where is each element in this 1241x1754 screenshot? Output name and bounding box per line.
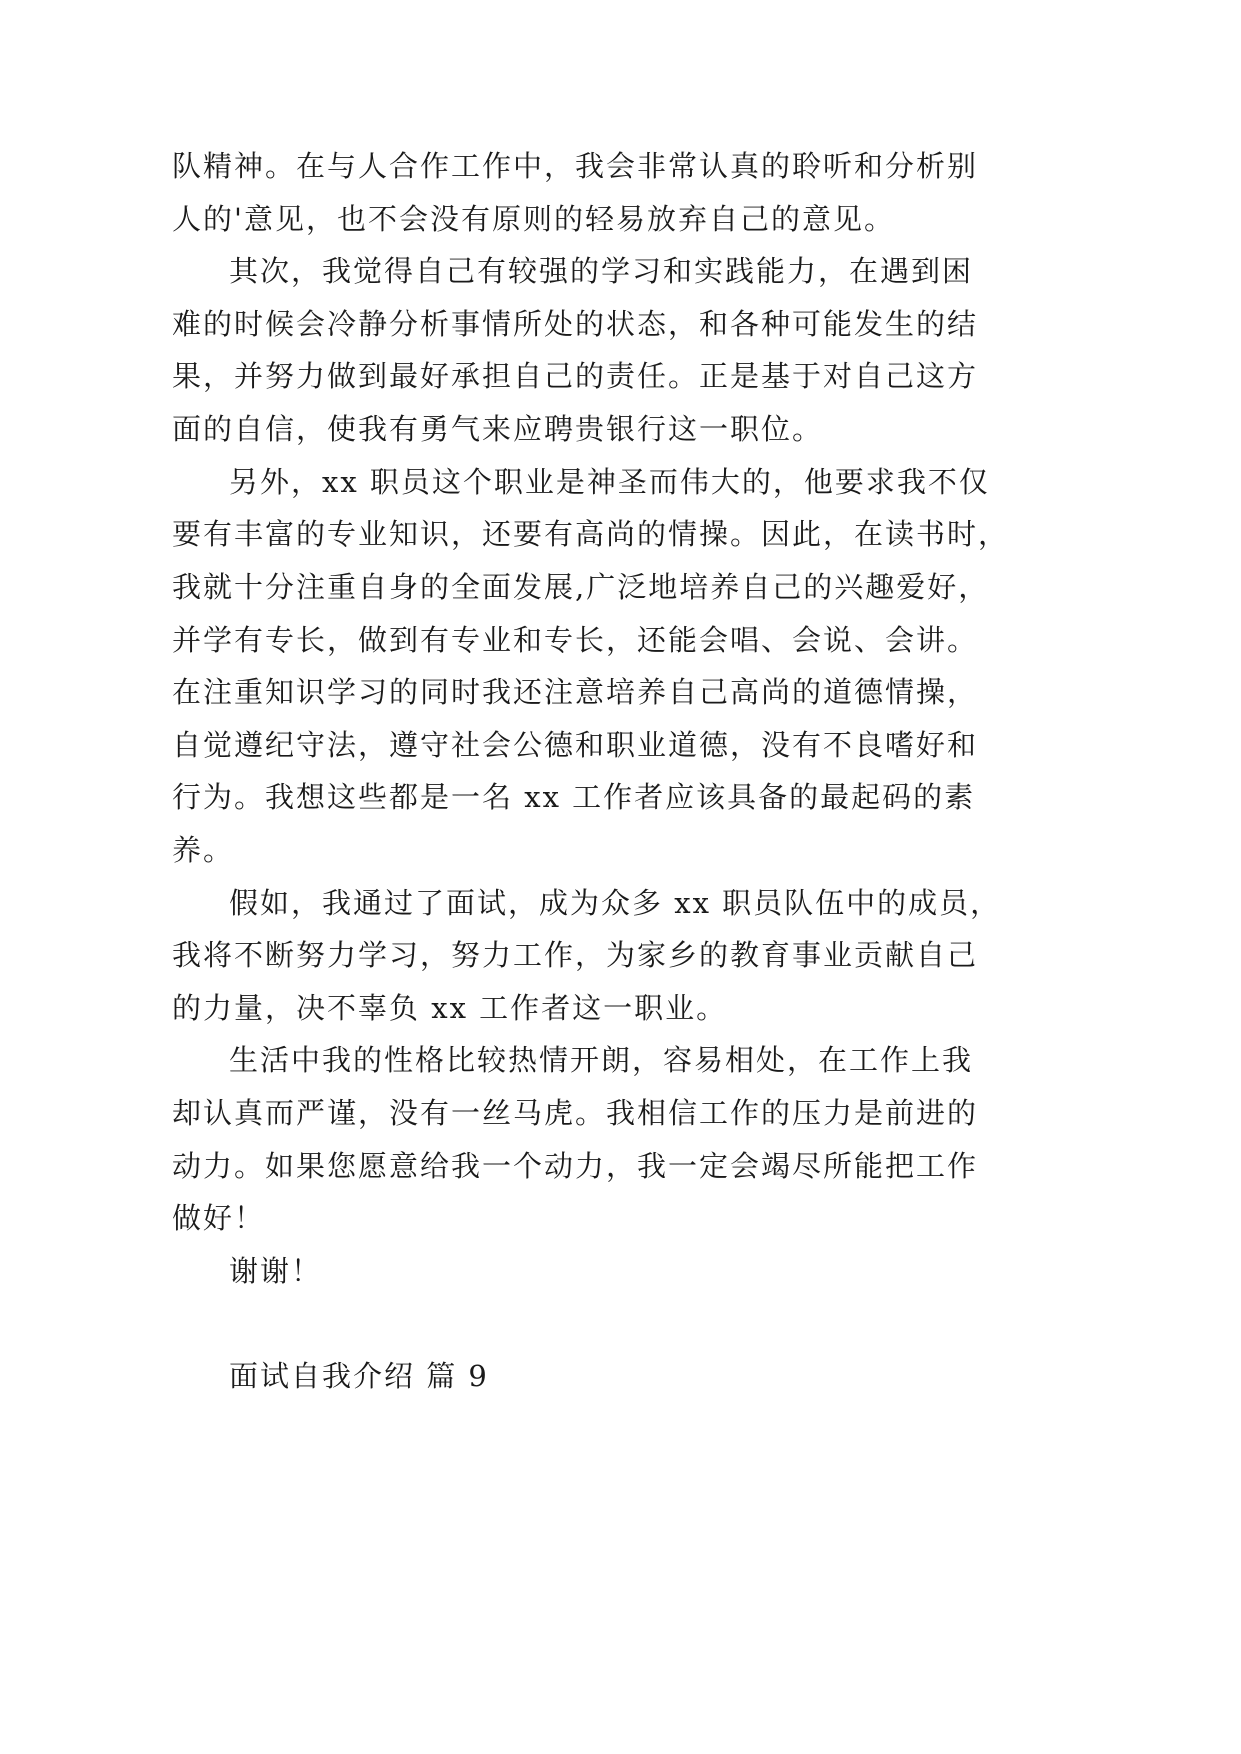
paragraph-line: 果，并努力做到最好承担自己的责任。正是基于对自己这方 (172, 359, 979, 393)
paragraph-line: 其次，我觉得自己有较强的学习和实践能力，在遇到困 (229, 254, 974, 288)
paragraph-line: 难的时候会冷静分析事情所处的状态，和各种可能发生的结 (172, 307, 979, 341)
paragraph-line: 我将不断努力学习，努力工作，为家乡的教育事业贡献自己 (172, 938, 979, 972)
paragraph-line: 人的'意见，也不会没有原则的轻易放弃自己的意见。 (172, 202, 895, 236)
paragraph-line: 自觉遵纪守法，遵守社会公德和职业道德，没有不良嗜好和 (172, 728, 979, 762)
paragraph-line: 要有丰富的专业知识，还要有高尚的情操。因此，在读书时， (172, 517, 1010, 551)
paragraph-line: 做好！ (172, 1201, 266, 1235)
paragraph-line: 谢谢！ (229, 1254, 323, 1288)
paragraph-line: 另外，xx 职员这个职业是神圣而伟大的，他要求我不仅 (229, 465, 990, 499)
paragraph-line: 队精神。在与人合作工作中，我会非常认真的聆听和分析别 (172, 149, 979, 183)
paragraph-line: 行为。我想这些都是一名 xx 工作者应该具备的最起码的素 (172, 780, 976, 814)
paragraph-line: 我就十分注重自身的全面发展,广泛地培养自己的兴趣爱好， (172, 570, 990, 604)
paragraph-line: 生活中我的性格比较热情开朗，容易相处，在工作上我 (229, 1043, 974, 1077)
paragraph-line: 并学有专长，做到有专业和专长，还能会唱、会说、会讲。 (172, 623, 979, 657)
paragraph-line: 动力。如果您愿意给我一个动力，我一定会竭尽所能把工作 (172, 1149, 979, 1183)
paragraph-line: 却认真而严谨，没有一丝马虎。我相信工作的压力是前进的 (172, 1096, 979, 1130)
paragraph-line: 养。 (172, 833, 235, 867)
paragraph-line: 假如，我通过了面试，成为众多 xx 职员队伍中的成员， (229, 886, 1002, 920)
paragraph-line: 在注重知识学习的同时我还注意培养自己高尚的道德情操， (172, 675, 979, 709)
paragraph-line: 面的自信，使我有勇气来应聘贵银行这一职位。 (172, 412, 824, 446)
paragraph-line: 的力量，决不辜负 xx 工作者这一职业。 (172, 991, 728, 1025)
section-heading: 面试自我介绍 篇 9 (229, 1359, 489, 1393)
